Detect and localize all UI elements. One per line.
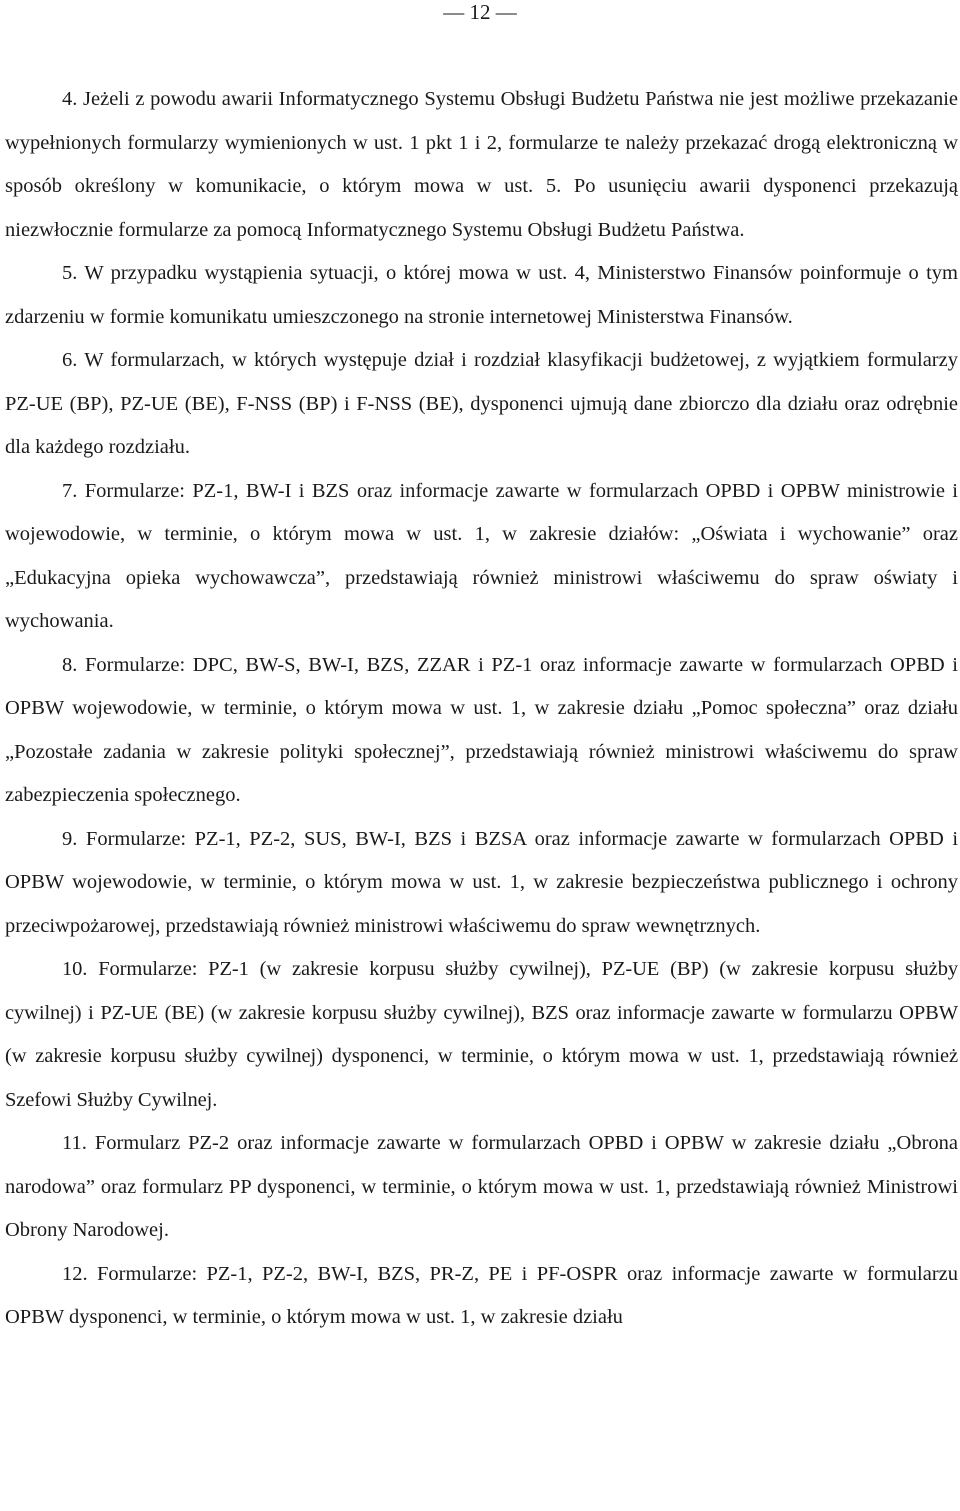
- paragraph-11: [5, 1122, 958, 1253]
- paragraph-12: [5, 1253, 958, 1340]
- paragraph-4: [5, 78, 958, 252]
- paragraph-9: [5, 818, 958, 949]
- document-body: [5, 78, 958, 1340]
- paragraph-number: 5.: [62, 262, 78, 284]
- paragraph-text: Formularz PZ-2 oraz informacje zawarte w formularzach OPBD i OPBW w zakresie działu „Obrona narodowa” oraz formularz PP dysponenci, w terminie, o którym mowa w ust. 1, przedstawiają również Ministrowi Obrony Narodowej.: [5, 1132, 958, 1241]
- paragraph-8: [5, 644, 958, 818]
- paragraph-text: Formularze: DPC, BW-S, BW-I, BZS, ZZAR i PZ-1 oraz informacje zawarte w formularzach OPBD i OPBW wojewodowie, w terminie, o którym mowa w ust. 1, w zakresie działu „Pomoc społeczna” oraz działu „Pozostałe zadania w zakresie polityki społecznej”, przedstawiają również ministrowi właściwemu do spraw zabezpieczenia społecznego.: [5, 653, 958, 806]
- paragraph-number: 8.: [62, 653, 78, 676]
- paragraph-text: Formularze: PZ-1 (w zakresie korpusu służby cywilnej), PZ-UE (BP) (w zakresie korpusu służby cywilnej) i PZ-UE (BE) (w zakresie korpusu służby cywilnej), BZS oraz informacje zawarte w formularzu OPBW (w zakresie korpusu służby cywilnej) dysponenci, w terminie, o którym mowa w ust. 1, przedstawiają również Szefowi Służby Cywilnej.: [5, 958, 958, 1111]
- paragraph-number: 11.: [62, 1132, 87, 1154]
- paragraph-text: W przypadku wystąpienia sytuacji, o której mowa w ust. 4, Ministerstwo Finansów poinformuje o tym zdarzeniu w formie komunikatu umieszczonego na stronie internetowej Ministerstwa Finansów.: [5, 262, 958, 328]
- paragraph-number: 12.: [62, 1262, 88, 1285]
- paragraph-5: [5, 252, 958, 339]
- paragraph-text: Formularze: PZ-1, PZ-2, BW-I, BZS, PR-Z, PE i PF-OSPR oraz informacje zawarte w formularzu OPBW dysponenci, w terminie, o którym mowa w ust. 1, w zakresie działu: [5, 1262, 958, 1328]
- paragraph-number: 6.: [62, 349, 78, 371]
- paragraph-6: [5, 339, 958, 470]
- paragraph-10: [5, 948, 958, 1122]
- paragraph-text: Jeżeli z powodu awarii Informatycznego Systemu Obsługi Budżetu Państwa nie jest możliwe przekazanie wypełnionych formularzy wymienionych w ust. 1 pkt 1 i 2, formularze te należy przekazać drogą elektroniczną w sposób określony w komunikacie, o którym mowa w ust. 5. Po usunięciu awarii dysponenci przekazują niezwłocznie formularze za pomocą Informatycznego Systemu Obsługi Budżetu Państwa.: [5, 88, 958, 241]
- paragraph-text: Formularze: PZ-1, BW-I i BZS oraz informacje zawarte w formularzach OPBD i OPBW ministrowie i wojewodowie, w terminie, o którym mowa w ust. 1, w zakresie działów: „Oświata i wychowanie” oraz „Edukacyjna opieka wychowawcza”, przedstawiają również ministrowi właściwemu do spraw oświaty i wychowania.: [5, 479, 959, 632]
- paragraph-number: 4.: [62, 88, 78, 110]
- paragraph-7: [5, 470, 958, 644]
- page-number: — 12 —: [443, 0, 517, 24]
- paragraph-text: W formularzach, w których występuje dział i rozdział klasyfikacji budżetowej, z wyjątkiem formularzy PZ-UE (BP), PZ-UE (BE), F-NSS (BP) i F-NSS (BE), dysponenci ujmują dane zbiorczo dla działu oraz odrębnie dla każdego rozdziału.: [5, 349, 958, 458]
- paragraph-number: 10.: [62, 958, 88, 980]
- paragraph-number: 7.: [62, 479, 78, 502]
- paragraph-number: 9.: [62, 827, 78, 850]
- paragraph-text: Formularze: PZ-1, PZ-2, SUS, BW-I, BZS i BZSA oraz informacje zawarte w formularzach OPBD i OPBW wojewodowie, w terminie, o którym mowa w ust. 1, w zakresie bezpieczeństwa publicznego i ochrony przeciwpożarowej, przedstawiają również ministrowi właściwemu do spraw wewnętrznych.: [5, 827, 959, 937]
